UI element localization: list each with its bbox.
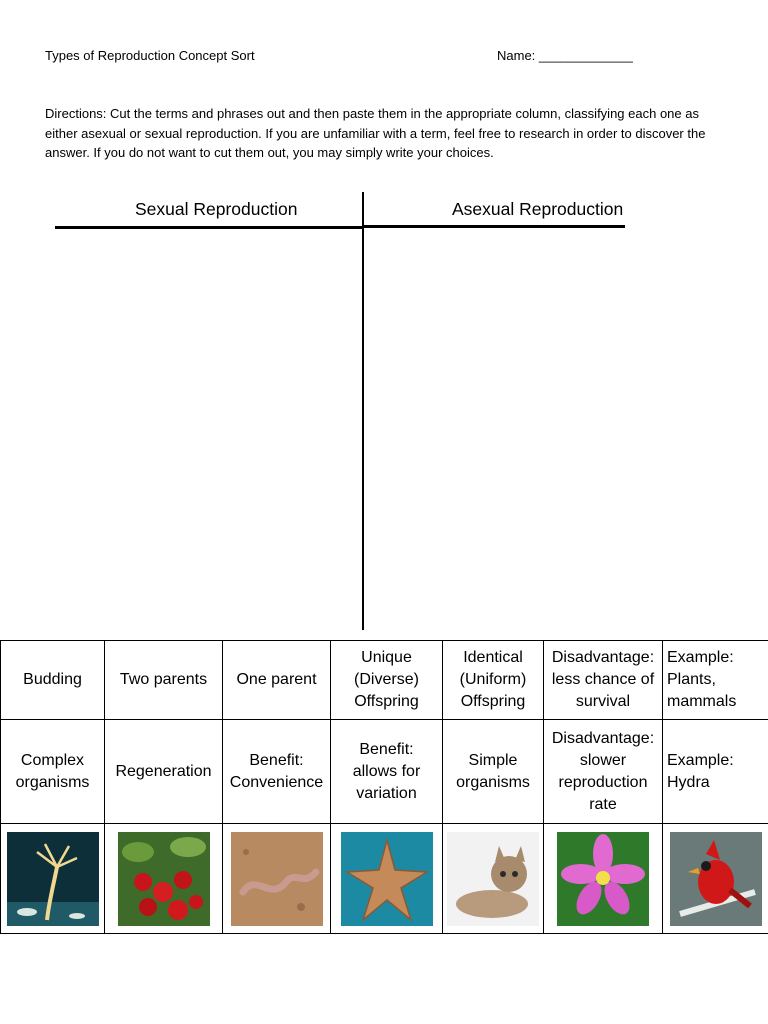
earthworm-photo [231, 832, 323, 926]
cardinal-bird-photo [670, 832, 762, 926]
card-budding[interactable]: Budding [1, 641, 105, 720]
card-example-plants-mammals[interactable]: Example: Plants, mammals [663, 641, 768, 720]
directions-text: Directions: Cut the terms and phrases out and then paste them in the appropriate column, classifying each one as either asexual or sexual reproduction. If you are unfamiliar with a term, feel free to research in order to discover the answer. If you do not want to cut them out, you may simply write your choices. [45, 106, 706, 160]
t-chart-divider [362, 192, 364, 630]
sort-cards-table [0, 640, 768, 934]
card-flower-image[interactable] [544, 824, 663, 934]
card-earthworm-image[interactable] [223, 824, 331, 934]
worksheet-title: Types of Reproduction Concept Sort [45, 48, 255, 63]
card-row-1 [1, 641, 768, 720]
name-field[interactable]: Name: _____________ [497, 48, 633, 63]
card-strawberry-image[interactable] [105, 824, 223, 934]
card-hydra-image[interactable] [1, 824, 105, 934]
card-simple-organisms[interactable]: Simple organisms [443, 720, 544, 824]
card-one-parent[interactable]: One parent [223, 641, 331, 720]
image-row [1, 824, 768, 934]
hydra-photo [7, 832, 99, 926]
card-row-2 [1, 720, 768, 824]
strawberry-plant-photo [118, 832, 210, 926]
card-starfish-image[interactable] [331, 824, 443, 934]
starfish-photo [341, 832, 433, 926]
card-disadvantage-slower-rate[interactable]: Disadvantage: slower reproduction rate [544, 720, 663, 824]
card-complex-organisms[interactable]: Complex organisms [1, 720, 105, 824]
card-identical-offspring[interactable]: Identical (Uniform) Offspring [443, 641, 544, 720]
asexual-column-heading: Asexual Reproduction [452, 199, 624, 219]
card-unique-offspring[interactable]: Unique (Diverse) Offspring [331, 641, 443, 720]
pink-flower-photo [557, 832, 649, 926]
card-disadvantage-survival[interactable]: Disadvantage: less chance of survival [544, 641, 663, 720]
card-benefit-variation[interactable]: Benefit: allows for variation [331, 720, 443, 824]
cat-photo [447, 832, 539, 926]
card-two-parents[interactable]: Two parents [105, 641, 223, 720]
sexual-column-heading: Sexual Reproduction [135, 199, 298, 219]
t-chart-left-rule [55, 226, 364, 229]
card-benefit-convenience[interactable]: Benefit: Convenience [223, 720, 331, 824]
card-example-hydra[interactable]: Example: Hydra [663, 720, 768, 824]
card-cardinal-image[interactable] [663, 824, 768, 934]
card-cat-image[interactable] [443, 824, 544, 934]
t-chart-right-rule [364, 225, 625, 228]
card-regeneration[interactable]: Regeneration [105, 720, 223, 824]
